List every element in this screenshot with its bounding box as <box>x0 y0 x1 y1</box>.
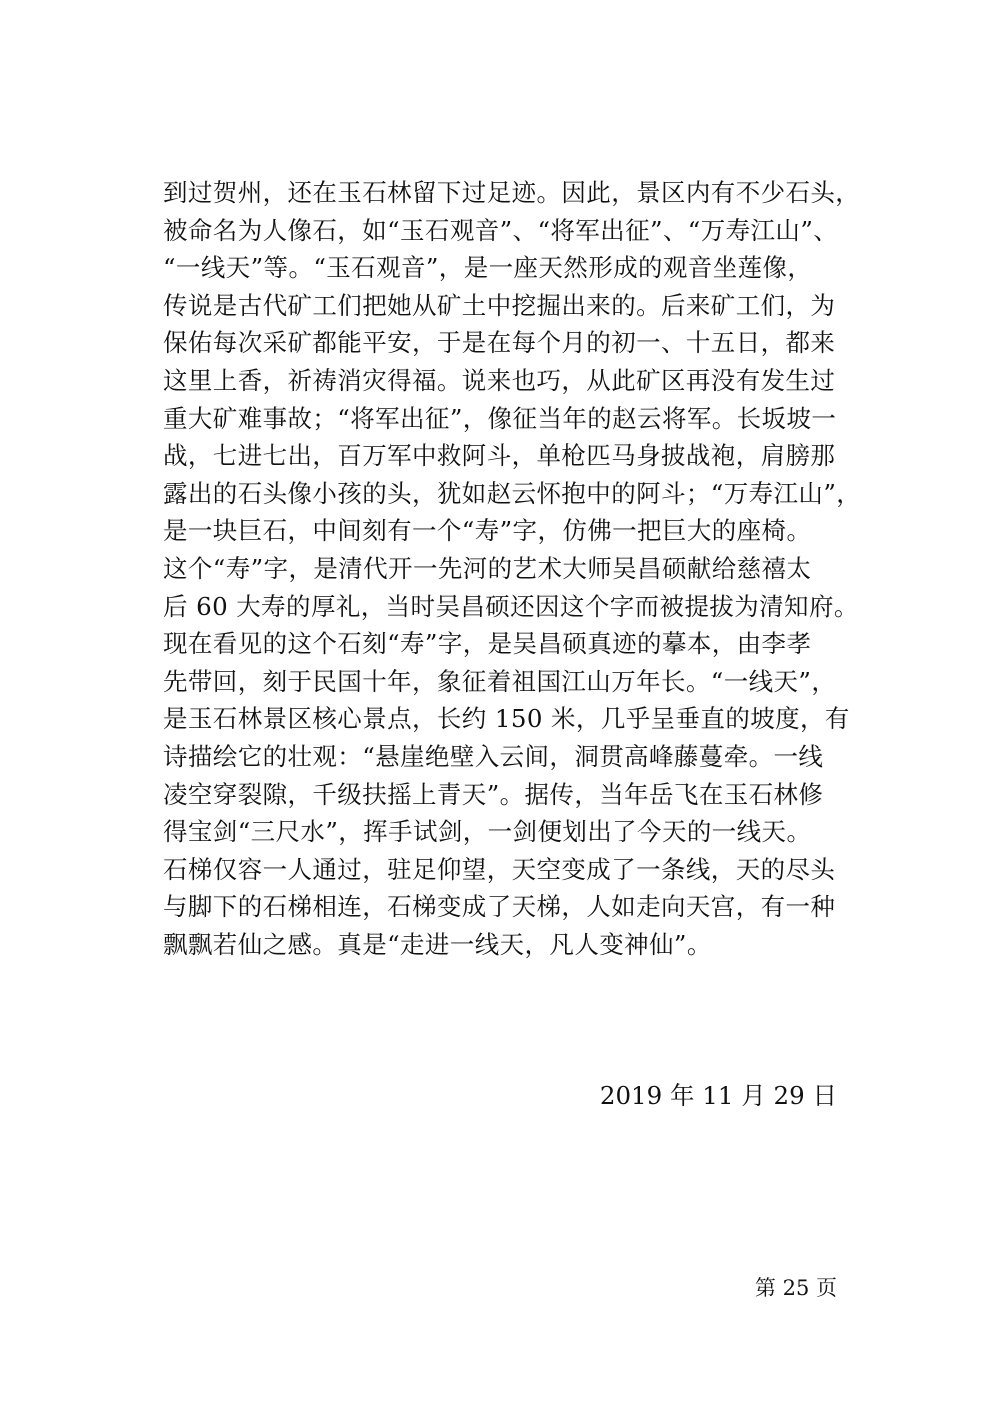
text-line-16: 诗描绘它的壮观：“悬崖绝壁入云间，洞贯高峰藤蔓牵。一线 <box>163 741 824 771</box>
text-line-7: 重大矿难事故；“将军出征”，像征当年的赵云将军。长坂坡一 <box>163 403 837 433</box>
text-line-4: 传说是古代矿工们把她从矿土中挖掘出来的。后来矿工们，为 <box>163 290 836 320</box>
text-line-20: 与脚下的石梯相连，石梯变成了天梯，人如走向天宫，有一种 <box>163 892 836 922</box>
text-line-12: 后 60 大寿的厚礼，当时吴昌硕还因这个字而被提拔为清知府。 <box>163 591 859 621</box>
text-line-21: 飘飘若仙之感。真是“走进一线天，凡人变神仙”。 <box>163 929 712 959</box>
text-line-13: 现在看见的这个石刻“寿”字，是吴昌硕真迹的摹本，由李孝 <box>163 629 812 659</box>
text-line-11: 这个“寿”字，是清代开一先河的艺术大师吴昌硕献给慈禧太 <box>163 553 812 583</box>
text-line-3: “一线天”等。“玉石观音”，是一座天然形成的观音坐莲像， <box>163 253 813 283</box>
text-line-6: 这里上香，祈祷消灾得福。说来也巧，从此矿区再没有发生过 <box>163 365 836 395</box>
text-line-9: 露出的石头像小孩的头，犹如赵云怀抱中的阿斗；“万寿江山”， <box>163 478 862 508</box>
text-line-17: 凌空穿裂隙，千级扶摇上青天”。据传，当年岳飞在玉石林修 <box>163 779 824 809</box>
text-line-14: 先带回，刻于民国十年，象征着祖国江山万年长。“一线天”， <box>163 666 837 696</box>
document-date: 2019 年 11 月 29 日 <box>599 1081 837 1110</box>
text-line-2: 被命名为人像石，如“玉石观音”、“将军出征”、“万寿江山”、 <box>163 215 839 245</box>
text-line-1: 到过贺州，还在玉石林留下过足迹。因此，景区内有不少石头， <box>163 178 861 207</box>
text-line-19: 石梯仅容一人通过，驻足仰望，天空变成了一条线，天的尽头 <box>163 854 836 884</box>
text-line-18: 得宝剑“三尺水”，挥手试剑，一剑便划出了今天的一线天。 <box>163 817 812 847</box>
text-line-10: 是一块巨石，中间刻有一个“寿”字，仿佛一把巨大的座椅。 <box>163 516 812 546</box>
text-line-5: 保佑每次采矿都能平安，于是在每个月的初一、十五日，都来 <box>163 328 836 358</box>
text-line-8: 战，七进七出，百万军中救阿斗，单枪匹马身披战袍，肩膀那 <box>163 441 836 471</box>
body-text <box>163 174 862 963</box>
page-number: 第 25 页 <box>754 1276 837 1300</box>
text-line-15: 是玉石林景区核心景点，长约 150 米，几乎呈垂直的坡度，有 <box>163 704 850 734</box>
